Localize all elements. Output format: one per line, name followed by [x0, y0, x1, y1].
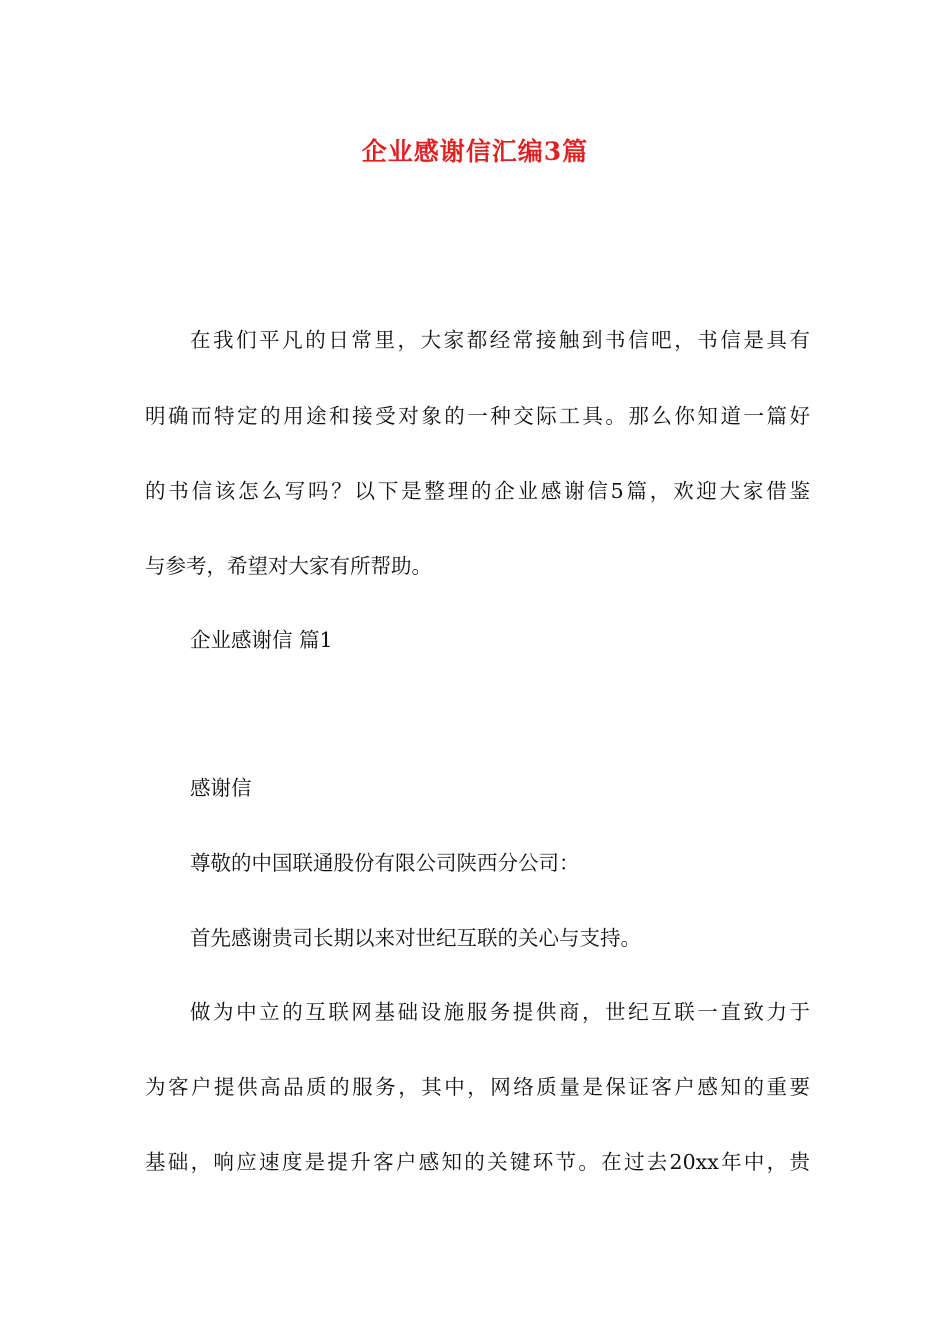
paragraph-line: 的书信该怎么写吗？以下是整理的企业感谢信5篇，欢迎大家借鉴 — [145, 479, 810, 503]
paragraph-line: 明确而特定的用途和接受对象的一种交际工具。那么你知道一篇好 — [145, 404, 810, 428]
letter-salutation: 尊敬的中国联通股份有限公司陕西分公司： — [190, 851, 580, 875]
paragraph-line: 首先感谢贵司长期以来对世纪互联的关心与支持。 — [190, 926, 641, 950]
paragraph-line: 做为中立的互联网基础设施服务提供商，世纪互联一直致力于 — [190, 1000, 810, 1024]
paragraph-line: 在我们平凡的日常里，大家都经常接触到书信吧，书信是具有 — [190, 328, 810, 352]
paragraph-line: 基础，响应速度是提升客户感知的关键环节。在过去20xx年中，贵 — [145, 1150, 810, 1174]
letter-heading: 感谢信 — [190, 776, 252, 800]
paragraph-line: 与参考，希望对大家有所帮助。 — [145, 554, 432, 578]
section-heading: 企业感谢信 篇1 — [190, 628, 333, 652]
document-title: 企业感谢信汇编3篇 — [361, 137, 589, 166]
paragraph-line: 为客户提供高品质的服务，其中，网络质量是保证客户感知的重要 — [145, 1075, 810, 1099]
